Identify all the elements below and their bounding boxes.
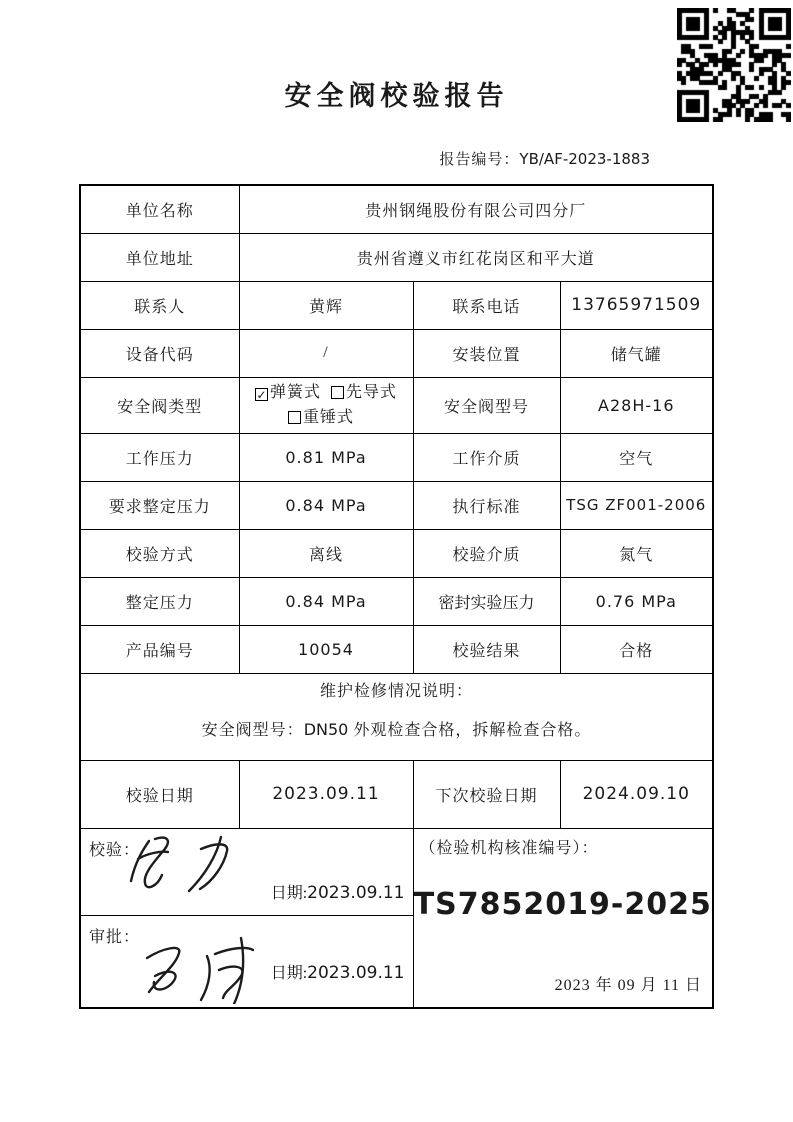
- unit-address-label: 单位地址: [80, 233, 239, 281]
- row-device: [80, 329, 713, 377]
- issue-date: 2023 年 09 月 11 日: [554, 977, 703, 995]
- contact-label: 联系人: [80, 281, 239, 329]
- checkbox-option-spring-label: 弹簧式: [269, 383, 321, 401]
- calibrator-signature-cell: [80, 828, 413, 915]
- install-pos-label: 安装位置: [413, 329, 560, 377]
- calibration-date-label: 校验日期: [80, 760, 239, 828]
- row-required-set-pressure: [80, 481, 713, 529]
- row-calibration-method: [80, 529, 713, 577]
- phone-label: 联系电话: [413, 281, 560, 329]
- next-date-label: 下次校验日期: [413, 760, 560, 828]
- checkbox-checked-icon: ✓: [256, 387, 267, 402]
- set-pressure-value: 0.84 MPa: [239, 577, 413, 625]
- checkbox-option-pilot-label: 先导式: [346, 383, 398, 401]
- row-set-pressure: [80, 577, 713, 625]
- checkbox-line-1: [244, 380, 409, 406]
- calibrator-label: 校验：: [89, 841, 141, 859]
- set-pressure-label: 整定压力: [80, 577, 239, 625]
- valve-model-value: A28H-16: [560, 377, 713, 433]
- maintenance-heading: 维护检修情况说明：: [320, 682, 474, 700]
- unit-name-label: 单位名称: [80, 185, 239, 233]
- seal-test-pressure-label: 密封实验压力: [413, 577, 560, 625]
- row-contact: [80, 281, 713, 329]
- product-no-value: 10054: [239, 625, 413, 673]
- calibrator-date: 日期:2023.09.11: [270, 882, 405, 903]
- checkbox-option-pilot: [331, 384, 397, 401]
- calibrator-signature-icon: [121, 831, 271, 893]
- row-work-pressure: [80, 433, 713, 481]
- valve-type-options: [239, 377, 413, 433]
- row-calibration-dates: [80, 760, 713, 828]
- calibration-medium-value: 氮气: [560, 529, 713, 577]
- checkbox-unchecked-icon: [288, 411, 301, 424]
- report-table: [79, 184, 714, 1009]
- checkbox-option-spring: [255, 384, 321, 401]
- report-number-value: YB/AF-2023-1883: [519, 150, 650, 168]
- valve-type-label: 安全阀类型: [80, 377, 239, 433]
- checkbox-option-weight-label: 重锤式: [302, 409, 354, 427]
- contact-value: 黄辉: [239, 281, 413, 329]
- row-calibrator-signature: [80, 828, 713, 915]
- next-date-value: 2024.09.10: [560, 760, 713, 828]
- org-code-label: （检验机构核准编号）：: [419, 839, 599, 857]
- org-code-value: TS7852019-2025: [413, 886, 712, 922]
- maintenance-detail: 安全阀型号：DN50 外观检查合格，拆解检查合格。: [201, 719, 592, 739]
- result-label: 校验结果: [413, 625, 560, 673]
- calibration-method-value: 离线: [239, 529, 413, 577]
- calibration-medium-label: 校验介质: [413, 529, 560, 577]
- report-number-line: [79, 148, 712, 169]
- approver-label: 审批：: [89, 928, 141, 946]
- checkbox-line-2: [244, 405, 409, 431]
- checkbox-unchecked-icon: [331, 386, 344, 399]
- device-code-value: /: [239, 329, 413, 377]
- page-title: 安全阀校验报告: [284, 81, 509, 111]
- approver-signature-icon: [137, 928, 282, 1004]
- unit-address-value: 贵州省遵义市红花岗区和平大道: [239, 233, 713, 281]
- approver-date: 日期:2023.09.11: [270, 963, 405, 984]
- install-pos-value: 储气罐: [560, 329, 713, 377]
- row-product-no: [80, 625, 713, 673]
- work-medium-value: 空气: [560, 433, 713, 481]
- org-code-cell: [413, 828, 713, 1008]
- maintenance-note-cell: [80, 673, 713, 760]
- calibration-method-label: 校验方式: [80, 529, 239, 577]
- standard-label: 执行标准: [413, 481, 560, 529]
- approver-signature-cell: [80, 915, 413, 1008]
- report-number-label: 报告编号：: [439, 152, 520, 168]
- valve-model-label: 安全阀型号: [413, 377, 560, 433]
- row-maintenance-note: [80, 673, 713, 760]
- row-valve-type: [80, 377, 713, 433]
- device-code-label: 设备代码: [80, 329, 239, 377]
- required-set-pressure-value: 0.84 MPa: [239, 481, 413, 529]
- checkbox-option-weight: [288, 409, 354, 426]
- standard-value: TSG ZF001-2006: [560, 481, 713, 529]
- phone-value: 13765971509: [560, 281, 713, 329]
- work-pressure-label: 工作压力: [80, 433, 239, 481]
- row-unit-name: [80, 185, 713, 233]
- work-medium-label: 工作介质: [413, 433, 560, 481]
- required-set-pressure-label: 要求整定压力: [80, 481, 239, 529]
- seal-test-pressure-value: 0.76 MPa: [560, 577, 713, 625]
- work-pressure-value: 0.81 MPa: [239, 433, 413, 481]
- calibration-date-value: 2023.09.11: [239, 760, 413, 828]
- row-unit-address: [80, 233, 713, 281]
- product-no-label: 产品编号: [80, 625, 239, 673]
- unit-name-value: 贵州钢绳股份有限公司四分厂: [239, 185, 713, 233]
- result-value: 合格: [560, 625, 713, 673]
